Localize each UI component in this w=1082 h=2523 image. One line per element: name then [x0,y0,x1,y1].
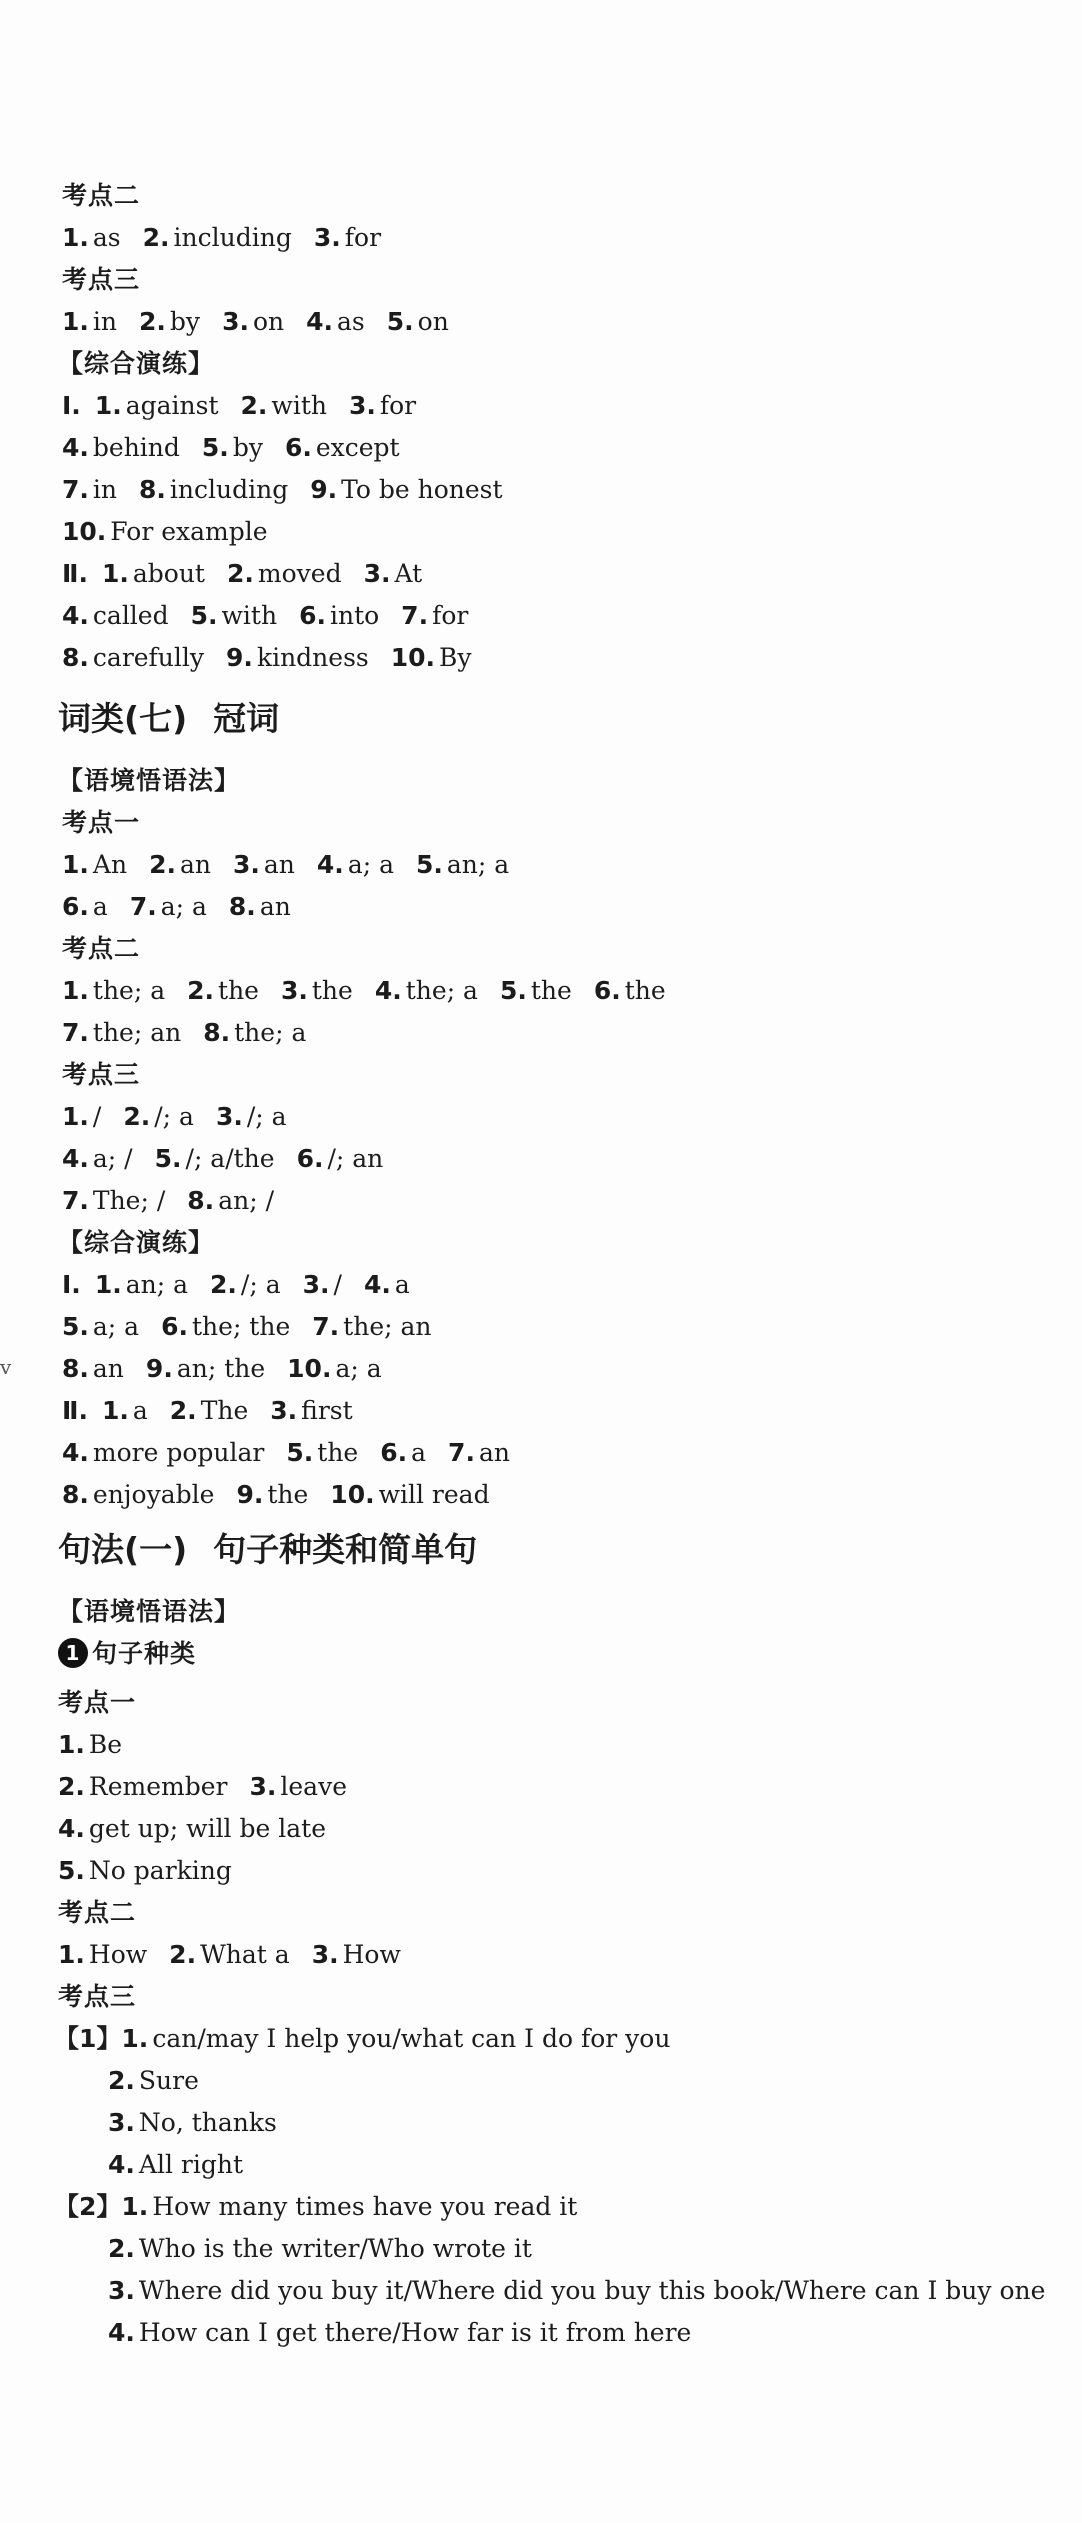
item-answer: including [169,475,289,504]
item-answer: Sure [138,2066,199,2095]
item-answer: as [337,307,365,336]
item-number: 5. [286,1438,314,1467]
item-answer: /; a [246,1102,287,1131]
item-answer: with [221,601,278,630]
answer-line [0,1811,1082,1847]
answer-line [0,2147,1082,2183]
item-answer: / [92,1102,102,1131]
item-answer: a [411,1438,427,1467]
item-answer: called [92,601,169,630]
item-number: 9. [236,1480,264,1509]
item-number: 8. [62,643,89,672]
item-number: 6. [593,976,621,1005]
section-label [0,1685,1082,1721]
answer-line [0,472,1082,508]
item-answer: can/may I help you/what can I do for you [152,2024,671,2053]
item-number: 5. [416,850,443,879]
label-text: 考点三 [62,265,141,294]
item-number: 4. [306,307,334,336]
answer-line [0,2315,1082,2351]
item-answer: To be honest [341,475,503,504]
item-number: 2. [58,1772,85,1801]
label-text: 考点二 [62,181,141,210]
item-number: 3. [270,1396,298,1425]
answer-line [0,889,1082,925]
item-answer: behind [92,433,180,462]
item-answer: No parking [88,1856,232,1885]
item-number: 10. [390,643,436,672]
answer-line [0,2273,1082,2309]
answer-line [0,2231,1082,2267]
item-number: 8. [139,475,166,504]
item-number: 6. [62,892,89,921]
item-answer: Where did you buy it/Where did you buy this book/Where can I buy one [138,2276,1046,2305]
item-answer: All right [138,2150,243,2179]
item-number: 3. [222,307,249,336]
item-answer: will read [378,1480,490,1509]
item-answer: The [200,1396,249,1425]
item-number: 4. [374,976,402,1005]
answer-line [0,640,1082,676]
item-answer: What a [200,1940,290,1969]
item-number: 8. [228,892,256,921]
section-label [0,346,1082,382]
answer-line [0,388,1082,424]
answer-line [0,1141,1082,1177]
item-answer: get up; will be late [88,1814,326,1843]
item-number: 4. [62,1438,89,1467]
label-text: 【综合演练】 [58,1228,215,1257]
item-number: 3. [363,559,391,588]
answer-line [0,1183,1082,1219]
item-answer: for [379,391,417,420]
item-number: 2. [139,307,166,336]
section-label [0,178,1082,214]
item-answer: a; a [335,1354,382,1383]
item-number: 1. [121,2024,149,2053]
item-number: 7. [401,601,429,630]
answer-line [0,514,1082,550]
item-number: 5. [201,433,229,462]
answer-line [0,2189,1082,2225]
item-answer: an [263,850,295,879]
item-answer: by [169,307,201,336]
item-answer: on [417,307,449,336]
item-number: 1. [58,1730,85,1759]
item-answer: a [394,1270,410,1299]
answer-line [0,1853,1082,1889]
group-prefix: Ⅱ. [62,1396,88,1425]
item-answer: How [342,1940,401,1969]
item-answer: No, thanks [138,2108,277,2137]
item-number: 8. [187,1186,215,1215]
item-number: 4. [62,1144,89,1173]
item-answer: a [132,1396,148,1425]
item-number: 10. [330,1480,375,1509]
item-number: 2. [210,1270,237,1299]
group-prefix: Ⅰ. [62,1270,81,1299]
item-number: 1. [62,223,89,252]
item-number: 2. [169,1396,197,1425]
item-number: 4. [62,601,89,630]
item-answer: the [317,1438,359,1467]
item-number: 10. [62,517,107,546]
item-answer: a; a [347,850,394,879]
item-number: 4. [58,1814,85,1843]
label-text: 考点三 [58,1982,137,2011]
item-number: 6. [296,1144,324,1173]
margin-mark: v [0,1355,12,1379]
item-answer: /; a/the [185,1144,275,1173]
item-answer: including [173,223,292,252]
item-answer: in [92,307,118,336]
item-number: 2. [123,1102,151,1131]
label-text: 考点二 [58,1898,137,1927]
item-answer: leave [280,1772,348,1801]
section-label [0,805,1082,841]
item-answer: kindness [256,643,369,672]
item-number: 7. [62,1186,89,1215]
item-number: 1. [101,1396,129,1425]
item-answer: How can I get there/How far is it from here [138,2318,692,2347]
item-number: 7. [62,475,89,504]
item-answer: The; / [92,1186,166,1215]
answer-line [0,1769,1082,1805]
item-answer: against [125,391,219,420]
answer-line [0,220,1082,256]
item-answer: on [252,307,285,336]
item-answer: first [301,1396,353,1425]
item-answer: the; a [234,1018,307,1047]
answer-line [0,2063,1082,2099]
section-label [0,1895,1082,1931]
item-answer: more popular [92,1438,265,1467]
answer-line [0,1015,1082,1051]
item-number: 5. [499,976,527,1005]
item-number: 1. [94,1270,122,1299]
item-number: 2. [108,2234,135,2263]
section-heading [58,694,279,744]
answer-line [0,1099,1082,1135]
item-answer: carefully [92,643,205,672]
label-text: 考点三 [62,1060,141,1089]
item-number: 5. [154,1144,182,1173]
item-answer: a [92,892,108,921]
item-number: 3. [280,976,308,1005]
item-number: 2. [169,1940,197,1969]
item-answer: an [92,1354,124,1383]
item-number: 3. [215,1102,243,1131]
item-number: 2. [108,2066,135,2095]
item-number: 4. [62,433,89,462]
item-number: 8. [62,1354,89,1383]
item-answer: the [624,976,666,1005]
item-number: 5. [58,1856,85,1885]
item-answer: into [329,601,380,630]
item-number: 3. [311,1940,339,1969]
item-answer: /; an [327,1144,384,1173]
item-answer: the; a [405,976,478,1005]
item-number: 4. [108,2318,135,2347]
answer-line [0,2021,1082,2057]
item-number: 5. [62,1312,89,1341]
item-number: 1. [94,391,122,420]
item-answer: An [92,850,128,879]
item-number: 7. [312,1312,340,1341]
label-text: 【综合演练】 [58,349,215,378]
item-answer: /; a [154,1102,194,1131]
item-number: 10. [287,1354,332,1383]
item-answer: an; / [218,1186,274,1215]
section-label [0,1057,1082,1093]
item-number: 3. [313,223,341,252]
item-number: 2. [142,223,170,252]
item-number: 7. [448,1438,475,1467]
item-answer: / [333,1270,342,1299]
item-answer: a; a [160,892,207,921]
item-answer: By [439,643,472,672]
item-answer: the; an [92,1018,182,1047]
item-answer: an; a [125,1270,188,1299]
item-answer: Remember [88,1772,228,1801]
item-answer: an [179,850,211,879]
section-label [0,1594,1082,1630]
item-number: 4. [316,850,344,879]
section-heading [58,1525,477,1575]
answer-line [0,1477,1082,1513]
item-number: 6. [284,433,312,462]
answer-line [0,1435,1082,1471]
answer-line [0,1309,1082,1345]
item-number: 9. [310,475,338,504]
answer-line [0,847,1082,883]
item-answer: enjoyable [92,1480,215,1509]
group-prefix: 【1】 [54,2024,122,2053]
section-label [0,1225,1082,1261]
section-label [0,763,1082,799]
item-number: 5. [190,601,218,630]
item-answer: a; / [92,1144,133,1173]
answer-line [0,2105,1082,2141]
answer-line [0,1351,1082,1387]
item-number: 3. [108,2276,135,2305]
item-answer: a; a [92,1312,140,1341]
item-answer: /; a [240,1270,281,1299]
item-number: 7. [129,892,157,921]
label-text: 考点一 [58,1688,137,1717]
group-prefix: Ⅰ. [62,391,81,420]
group-prefix: Ⅱ. [62,559,88,588]
item-answer: as [92,223,121,252]
item-answer: For example [110,517,268,546]
item-answer: except [315,433,400,462]
heading-title: 句法(一) [58,1530,188,1569]
item-answer: the [311,976,353,1005]
item-number: 3. [348,391,376,420]
item-answer: by [232,433,263,462]
item-number: 1. [58,1940,85,1969]
item-number: 6. [161,1312,188,1341]
item-number: 7. [62,1018,89,1047]
item-answer: for [344,223,382,252]
item-answer: the [218,976,259,1005]
item-number: 4. [108,2150,135,2179]
section-label [0,931,1082,967]
label-text: 【语境悟语法】 [58,766,241,795]
item-number: 1. [62,850,89,879]
item-number: 1. [101,559,129,588]
item-answer: the; a [92,976,166,1005]
item-answer: an [478,1438,510,1467]
item-number: 3. [249,1772,277,1801]
item-number: 2. [226,559,254,588]
item-number: 3. [232,850,260,879]
answer-line [0,1393,1082,1429]
heading-subtitle: 句子种类和简单句 [213,1530,478,1569]
group-prefix: 【2】 [54,2192,122,2221]
item-number: 2. [149,850,176,879]
number-badge: 1 [58,1638,88,1668]
item-number: 3. [302,1270,330,1299]
item-number: 2. [187,976,215,1005]
answer-line [0,1636,1082,1672]
item-answer: the [267,1480,309,1509]
section-label [0,1979,1082,2015]
item-answer: How many times have you read it [152,2192,578,2221]
item-answer: the [530,976,572,1005]
answer-line [0,430,1082,466]
answer-line [0,556,1082,592]
item-number: 6. [380,1438,408,1467]
item-number: 8. [62,1480,89,1509]
answer-line [0,1727,1082,1763]
item-number: 9. [145,1354,173,1383]
item-answer: for [432,601,469,630]
item-number: 1. [62,1102,89,1131]
label-text: 考点一 [62,808,141,837]
item-answer: an; a [446,850,510,879]
heading-title: 词类(七) [58,699,188,738]
item-answer: At [394,559,423,588]
label-text: 【语境悟语法】 [58,1597,241,1626]
item-answer: How [88,1940,148,1969]
item-number: 1. [62,976,89,1005]
item-number: 2. [240,391,268,420]
answer-line [0,973,1082,1009]
item-number: 4. [363,1270,391,1299]
heading-subtitle: 冠词 [213,699,280,738]
answer-line [0,304,1082,340]
item-answer: Who is the writer/Who wrote it [138,2234,532,2263]
item-answer: about [132,559,205,588]
label-text: 考点二 [62,934,141,963]
answer-line [0,1267,1082,1303]
item-answer: the; an [343,1312,432,1341]
item-number: 3. [108,2108,135,2137]
item-answer: moved [257,559,342,588]
item-answer: an; the [176,1354,266,1383]
item-number: 1. [121,2192,149,2221]
item-number: 1. [62,307,89,336]
answer-line [0,598,1082,634]
item-answer: the; the [192,1312,291,1341]
item-answer: in [92,475,118,504]
section-label [0,262,1082,298]
item-answer: with [271,391,327,420]
label-text: 句子种类 [92,1639,197,1668]
item-number: 9. [226,643,253,672]
item-number: 5. [386,307,414,336]
answer-line [0,1937,1082,1973]
item-answer: an [259,892,291,921]
item-number: 6. [299,601,326,630]
item-answer: Be [88,1730,123,1759]
item-number: 8. [203,1018,231,1047]
